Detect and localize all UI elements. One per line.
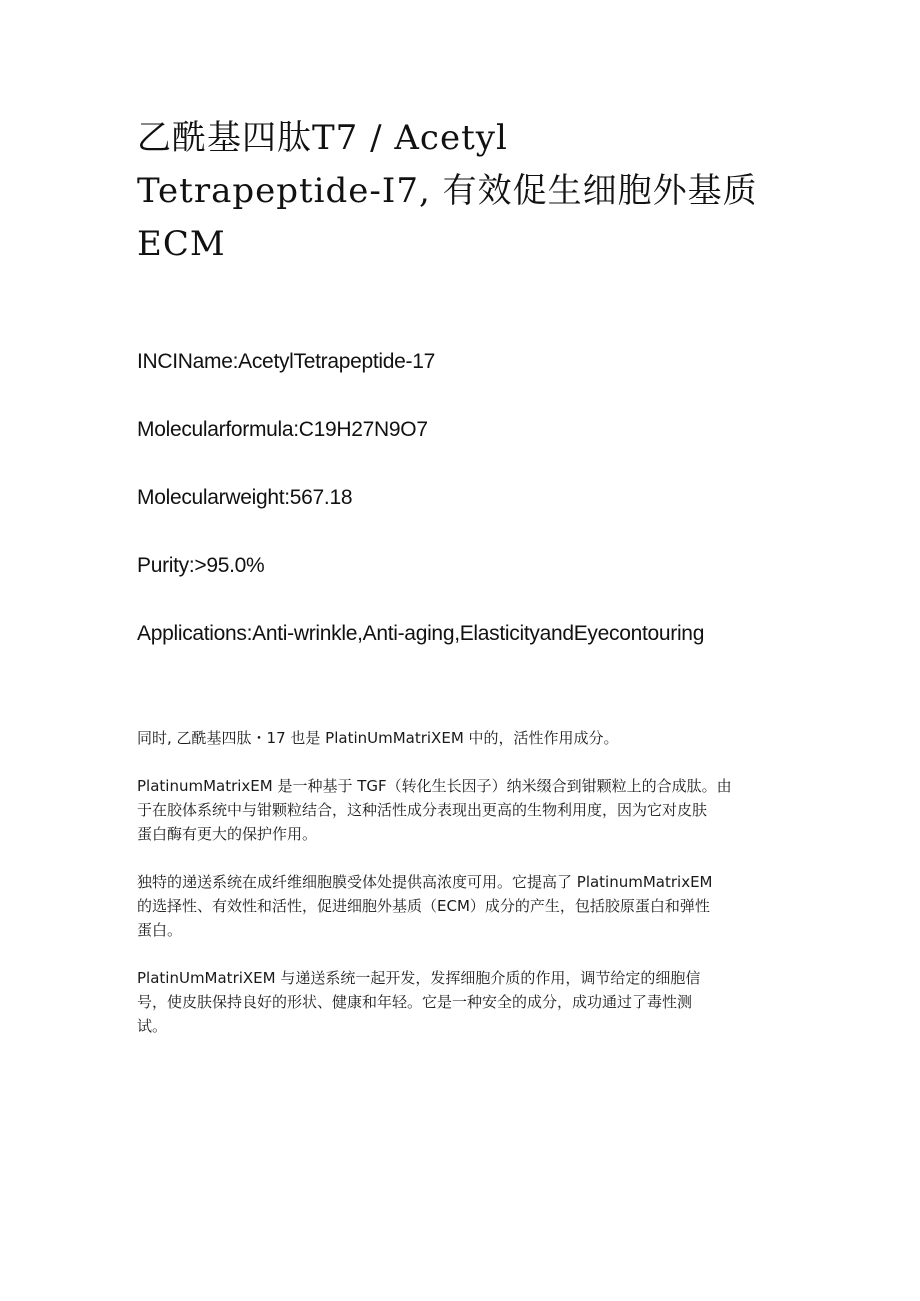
spec-inci-name: INCIName:AcetylTetrapeptide-17 [137,350,435,373]
title-line: ECM [137,224,226,264]
spec-molecular-weight: Molecularweight:567.18 [137,486,353,509]
paragraph-line: 蛋白酶有更大的保护作用。 [137,825,318,843]
spec-list [137,345,877,685]
body-text [137,726,787,1062]
spec-purity: Purity:>95.0% [137,554,265,577]
paragraph-line: 的选择性、有效性和活性，促进细胞外基质（ECM）成分的产生，包括胶原蛋白和弹性 [137,897,710,915]
paragraph-line: PlatinumMatrixEM 是一种基于 TGF（转化生长因子）纳米缀合到钳颗粒上的合成肽。由 [137,777,732,795]
paragraph-description [137,774,787,846]
paragraph-intro [137,726,787,750]
paragraph-line: PlatinUmMatriXEM 与递送系统一起开发，发挥细胞介质的作用，调节给定的细胞信 [137,969,701,987]
paragraph-line: 于在胶体系统中与钳颗粒结合，这种活性成分表现出更高的生物利用度，因为它对皮肤 [137,801,708,819]
paragraph-line: 独特的递送系统在成纤维细胞膜受体处提供高浓度可用。它提高了 PlatinumMatrixEM [137,873,713,891]
paragraph-line: 蛋白。 [137,921,183,939]
paragraph-line: 同时, 乙酰基四肽・17 也是 PlatinUmMatriXEM 中的，活性作用成分。 [137,729,619,747]
title-line: Tetrapeptide-I7, 有效促生细胞外基质 [137,171,758,211]
spec-molecular-formula: Molecularformula:C19H27N9O7 [137,418,428,441]
paragraph-line: 试。 [137,1017,168,1035]
document-title [137,112,817,271]
spec-applications: Applications:Anti-wrinkle,Anti-aging,ElasticityandEyecontouring [137,622,705,645]
paragraph-delivery [137,870,787,942]
paragraph-line: 号，使皮肤保持良好的形状、健康和年轻。它是一种安全的成分，成功通过了毒性测 [137,993,693,1011]
title-line: 乙酰基四肽T7 / Acetyl [137,118,508,158]
paragraph-safety [137,966,787,1038]
